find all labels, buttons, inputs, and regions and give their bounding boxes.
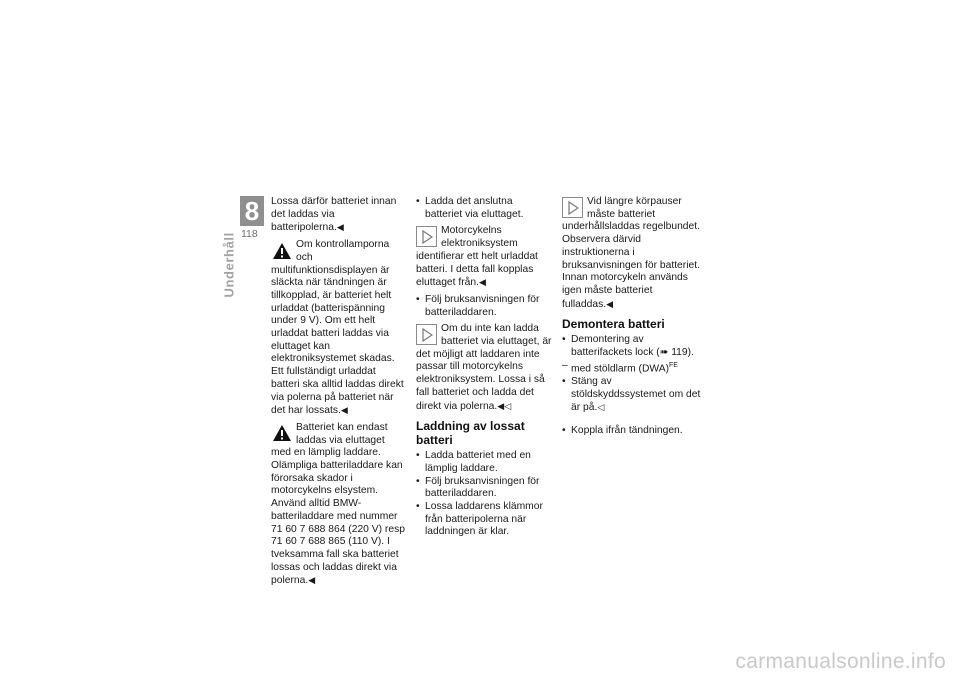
column-1 — [271, 196, 407, 588]
end-marker-icon: ◀ — [308, 575, 316, 586]
list-item: • Ladda batteriet med en lämplig laddare. — [416, 450, 552, 475]
section-heading: Demontera batteri — [562, 317, 665, 332]
section-heading: Laddning av lossat batteri — [416, 419, 525, 448]
paragraph: Ett fullständigt urladdat batteri ska alltid laddas direkt via polerna på batteriet när det har lossats.◀ — [271, 366, 404, 417]
note-triangle-icon — [562, 197, 583, 218]
info-note: Vid längre körpauser måste batteriet underhållsladdas regelbundet. Observera därvid instruktionerna i bruksanvisningen för batteriet. Innan motorcykeln används igen måste batteriet fulladdas.◀ — [562, 196, 700, 310]
chapter-side-title: Underhåll — [221, 232, 237, 298]
footnote-superscript: FE — [669, 361, 678, 369]
watermark: carmanualsonline.info — [735, 650, 946, 673]
info-note: Om du inte kan ladda batteriet via eluttaget, är det möjligt att laddaren inte passar till motorcykelns elektroniksystem. Lossa i så fall batteriet och ladda det direkt via polerna.◀◁ — [416, 323, 552, 412]
note-triangle-icon — [416, 324, 437, 345]
end-marker-icon: ◀ — [336, 222, 344, 233]
info-note: Motorcykelns elektroniksystem identifierar ett helt urladdat batteri. I detta fall kopplas eluttaget från.◀ — [416, 225, 538, 289]
warning-triangle-icon — [271, 423, 292, 444]
end-open-marker-icon: ◁ — [504, 400, 512, 411]
end-open-marker-icon: ◁ — [597, 402, 605, 413]
warning-note: Om kontrollamporna och multifunktionsdisplayen är släckta när tändningen är tillkopplad, är batteriet helt urladdat (batterispänning under 9 V). Om ett helt urladdat batteri laddas via eluttaget kan elektroniksystemet skadas. — [271, 239, 395, 365]
warning-triangle-icon — [271, 240, 292, 261]
end-marker-icon: ◀ — [478, 277, 486, 288]
end-marker-icon: ◀ — [340, 405, 348, 416]
paragraph: Lossa därför batteriet innan det laddas via batteripolerna.◀ — [271, 196, 397, 234]
list-item-dash: – med stöldlarm (DWA)$^{FE}$ — [562, 360, 702, 376]
column-2 — [416, 196, 552, 539]
list-item: • Lossa laddarens klämmor från batteripolerna när laddningen är klar. — [416, 501, 552, 539]
list-item: • Koppla ifrån tändningen. — [562, 425, 702, 438]
end-marker-icon: ◀ — [497, 400, 505, 411]
page-number: 118 — [241, 228, 258, 240]
paragraph: Använd alltid BMW-batteriladdare med nummer 71 60 7 688 864 (220 V) resp 71 60 7 688 865 (110 V). I tveksamma fall ska batteriet lossas och laddas direkt via polerna.◀ — [271, 498, 405, 587]
list-item: • Följ bruksanvisningen för batteriladdaren. — [416, 294, 552, 319]
list-item: • Ladda det anslutna batteriet via eluttaget. — [416, 196, 552, 221]
warning-note: Batteriet kan endast laddas via eluttaget med en lämplig laddare. Olämpliga batteriladdare kan förorsaka skador i motorcykelns elsystem. — [271, 421, 403, 497]
list-item: • Stäng av stöldskyddssystemet om det är på.◁ — [562, 376, 702, 415]
chapter-number-tab: 8 — [240, 196, 264, 226]
end-marker-icon: ◀ — [606, 298, 614, 309]
list-item: • Följ bruksanvisningen för batteriladdaren. — [416, 476, 552, 501]
column-3 — [562, 196, 702, 438]
note-triangle-icon — [416, 226, 437, 247]
list-item: • Demontering av batterifackets lock (➠ 119). — [562, 334, 702, 359]
